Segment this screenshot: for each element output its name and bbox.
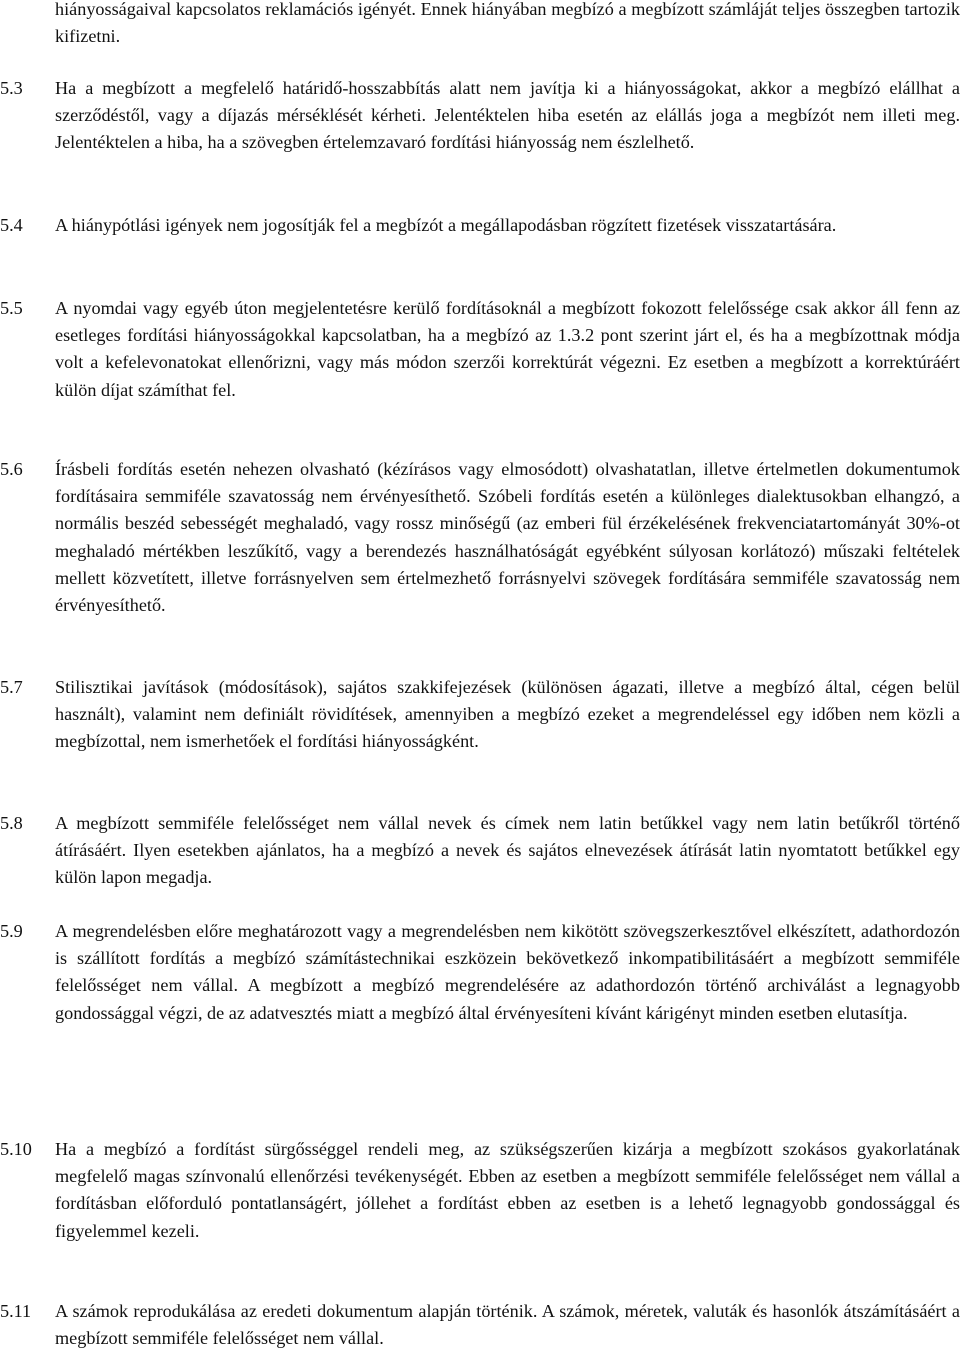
clause-text: A hiánypótlási igények nem jogosítják fel a megbízót a megállapodásban rögzített fizetések visszatartására.: [55, 215, 837, 235]
clause-number: 5.4: [0, 215, 23, 235]
clause-number: 5.6: [0, 459, 23, 479]
clause-5-6: [0, 456, 960, 619]
clause-text: A megrendelésben előre meghatározott vagy a megrendelésben nem kikötött szövegszerkesztővel elkészített, adathordozón is szállított fordítás a megbízó számítástechnikai eszközein bekövetkező inkompatibilitásáért a megbízott semmiféle felelősséget nem vállal. A megbízott a megbízó megrendelésére az adathordozón történő archiválást a legnagyobb gondossággal végzi, de az adatvesztés miatt a megbízó által érvényesíteni kívánt kárigényt minden esetben elutasítja.: [55, 921, 960, 1023]
clause-number: 5.9: [0, 921, 23, 941]
clause-continuation: [0, 0, 960, 50]
clause-number: 5.5: [0, 298, 23, 318]
clause-text: Stilisztikai javítások (módosítások), sajátos szakkifejezések (különösen ágazati, illetve a megbízó által, cégen belül használt), valamint nem definiált rövidítések, amennyiben a megbízó ezeket a megrendeléssel egy időben nem közli a megbízottal, nem ismerhetőek el fordítási hiányosságként.: [55, 677, 960, 752]
clause-text: A nyomdai vagy egyéb úton megjelentetésre kerülő fordításoknál a megbízott fokozott felelőssége csak akkor áll fenn az esetleges fordítási hiányosságokkal kapcsolatban, ha a megbízó az 1.3.2 pont szerint járt el, és ha a megbízottnak módja volt a kefelevonatokat ellenőrizni, vagy más módon szerzői korrektúrát végezni. Ez esetben a megbízott a korrektúráért külön díjat számíthat fel.: [55, 298, 960, 400]
clause-5-9: [0, 918, 960, 1027]
clause-5-7: [0, 674, 960, 756]
clause-5-3: [0, 75, 960, 157]
clause-number: 5.7: [0, 677, 23, 697]
clause-5-4: [0, 212, 960, 239]
clause-text: Ha a megbízott a megfelelő határidő-hosszabbítás alatt nem javítja ki a hiányosságokat, akkor a megbízó elállhat a szerződéstől, vagy a díjazás mérséklését kérheti. Jelentéktelen hiba esetén az elállás joga a megbízót nem illeti meg. Jelentéktelen a hiba, ha a szövegben értelemzavaró fordítási hiányosság nem észlelhető.: [55, 78, 960, 153]
clause-5-10: [0, 1136, 960, 1245]
clause-number: 5.11: [0, 1301, 32, 1321]
clause-number: 5.8: [0, 813, 23, 833]
clause-number: 5.10: [0, 1139, 32, 1159]
clause-text: Írásbeli fordítás esetén nehezen olvasható (kézírásos vagy elmosódott) olvashatatlan, illetve értelmetlen dokumentumok fordításaira semmiféle szavatosság nem érvényesíthető. Szóbeli fordítás esetén a különleges dialektusokban elhangzó, a normális beszéd sebességét meghaladó, vagy rossz minőségű (az emberi fül érzékelésének frekvenciatartományát 30%-ot meghaladó mértékben leszűkítő, vagy a berendezés használhatóságát egyébként súlyosan korlátozó) műszaki feltételek mellett közvetített, illetve forrásnyelven sem értelmezhető forrásnyelvi szövegek fordítására semmiféle szavatosság nem érvényesíthető.: [55, 459, 960, 616]
clause-5-5: [0, 295, 960, 404]
clause-number: 5.3: [0, 78, 23, 98]
clause-text: hiányosságaival kapcsolatos reklamációs igényét. Ennek hiányában megbízó a megbízott számláját teljes összegben tartozik kifizetni.: [55, 0, 960, 47]
clause-text: A számok reprodukálása az eredeti dokumentum alapján történik. A számok, méretek, valuták és hasonlók átszámításáért a megbízott semmiféle felelősséget nem vállal.: [55, 1301, 960, 1349]
clause-text: A megbízott semmiféle felelősséget nem vállal nevek és címek nem latin betűkkel vagy nem latin betűkről történő átírásáért. Ilyen esetekben ajánlatos, ha a megbízó a nevek és sajátos elnevezések átírását latin nyomtatott betűkkel egy külön lapon megadja.: [55, 813, 960, 888]
clause-text: Ha a megbízó a fordítást sürgősséggel rendeli meg, az szükségszerűen kizárja a megbízott szokásos gyakorlatának megfelelő magas színvonalú ellenőrzési tevékenységét. Ebben az esetben a megbízott semmiféle felelősséget nem vállal a fordításban előforduló pontatlanságért, jóllehet a fordítást ebben az esetben is a lehető legnagyobb gondossággal és figyelemmel kezeli.: [55, 1139, 960, 1241]
clause-5-8: [0, 810, 960, 892]
clause-5-11: [0, 1298, 960, 1352]
